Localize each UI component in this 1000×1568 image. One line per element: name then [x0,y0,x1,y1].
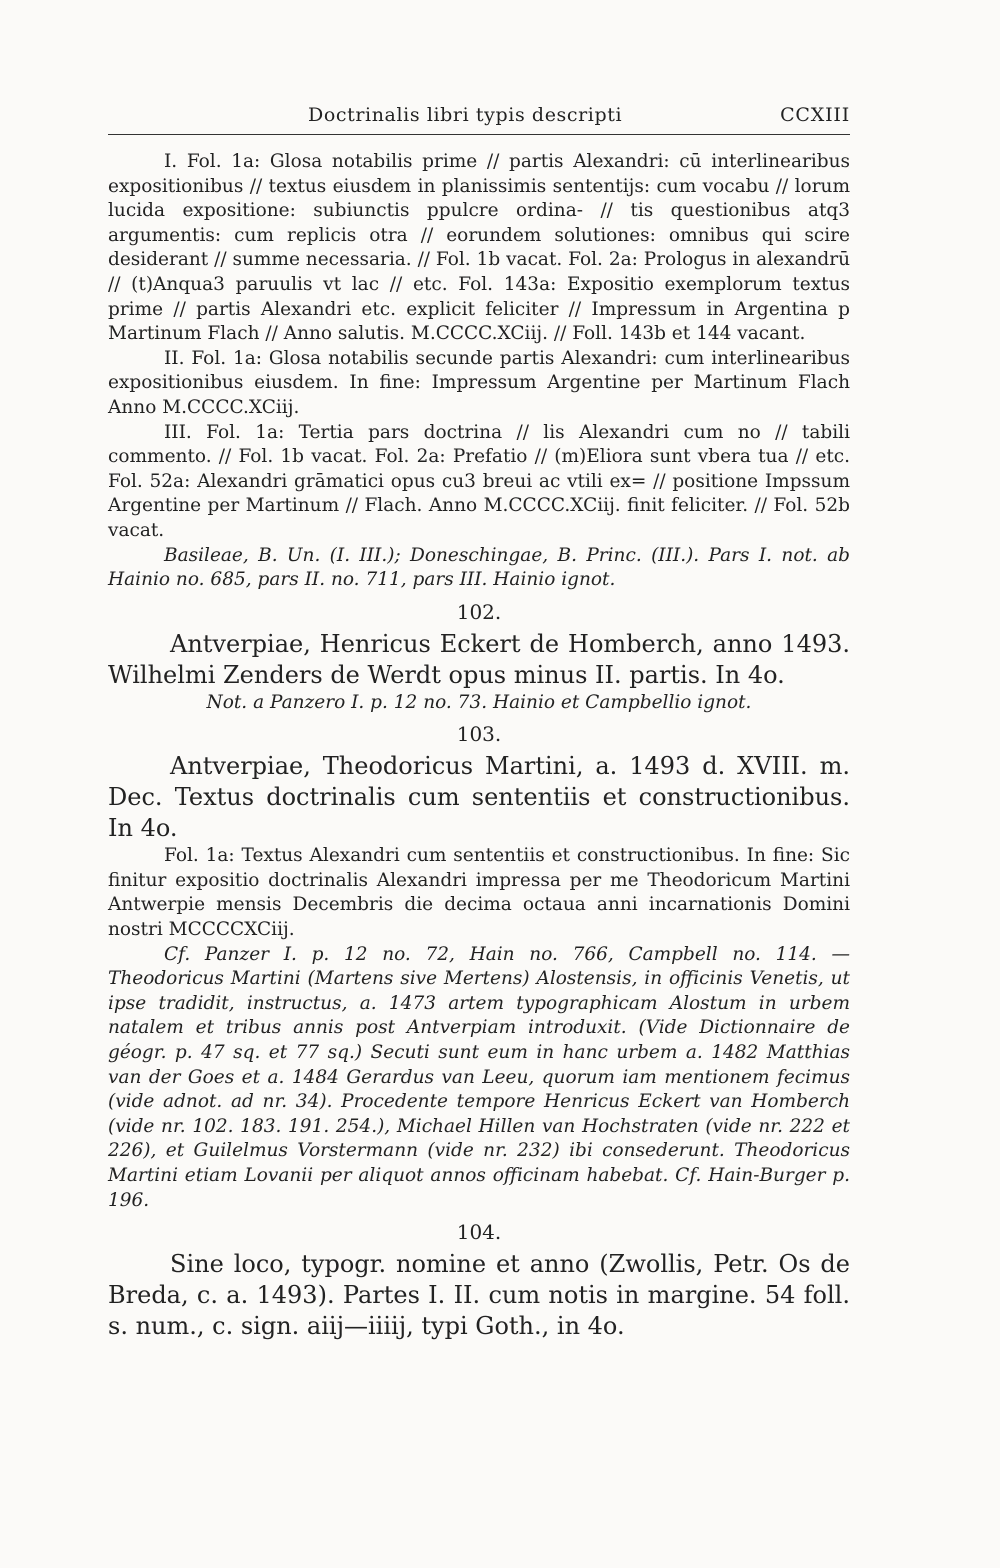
entry-104-number: 104. [456,1220,502,1245]
entry-102-number: 102. [456,599,502,624]
entry-102-title: Antverpiae, Henricus Eckert de Homberch, anno 1493. Wilhelmi Zenders de Werdt opus minus II. partis. In 4o. [108,629,850,689]
entry-101-part-1: I. Fol. 1a: Glosa notabilis prime // partis Alexandri: cū interlinearibus expositionibus // textus eiusdem in planissimis sententijs: cum vocabu // lorum lucida expositione: subiunctis ppulcre ordina- // tis questionibus atq3 argumentis: cum replicis otra // eorundem solutiones: omnibus qui scire desiderant // summe necessaria. // Fol. 1b vacat. Fol. 2a: Prologus in alexandrū // (t)Anqua3 paruulis vt lac // etc. Fol. 143a: Expositio exemplorum textus prime // partis Alexandri etc. explicit feliciter // Impressum in Argentina p Martinum Flach // Anno salutis. M.CCCC.XCiij. // Foll. 143b et 144 vacant. [108,151,850,345]
running-title: Doctrinalis libri typis descripti [308,104,623,126]
entry-101-part-2: II. Fol. 1a: Glosa notabilis secunde partis Alexandri: cum interlinearibus expositionibus eiusdem. In fine: Impressum Argentine per Martinum Flach Anno M.CCCC.XCiij. [108,347,850,418]
entry-104-title: Sine loco, typogr. nomine et anno (Zwollis, Petr. Os de Breda, c. a. 1493). Partes I. II. cum notis in margine. 54 foll. s. num., c. sign. aiij—iiiij, typi Goth., in 4o. [108,1250,850,1341]
page-number: CCXIII [780,104,850,126]
entry-101-part-3: III. Fol. 1a: Tertia pars doctrina // lis Alexandri cum no // tabili commento. // Fol. 1b vacat. Fol. 2a: Prefatio // (m)Eliora sunt vbera tua // etc. Fol. 52a: Alexandri grāmatici opus cu3 breui ac vtili ex= // positione Impssum Argentine per Martinum // Flach. Anno M.CCCC.XCiij. finit feliciter. // Fol. 52b vacat. [108,421,850,541]
running-header [108,104,850,135]
entry-103-body: Fol. 1a: Textus Alexandri cum sententiis et constructionibus. In fine: Sic finitur expositio doctrinalis Alexandri impressa per me Theodoricum Martini Antwerpie mensis Decembris die decima octaua anni incarnationis Domini nostri MCCCCXCiij. [108,845,850,941]
page-body [108,150,850,1342]
entry-103-number: 103. [456,722,502,747]
entry-101-note: Basileae, B. Un. (I. III.); Doneschingae, B. Princ. (III.). Pars I. not. ab Hainio no. 685, pars II. no. 711, pars III. Hainio ignot. [108,544,850,591]
entry-103-title: Antverpiae, Theodoricus Martini, a. 1493 d. XVIII. m. Dec. Textus doctrinalis cum sententiis et constructionibus. In 4o. [108,752,850,843]
entry-103-note: Cf. Panzer I. p. 12 no. 72, Hain no. 766, Campbell no. 114. — Theodoricus Martini (Martens sive Mertens) Alostensis, in officinis Venetis, ut ipse tradidit, instructus, a. 1473 artem typographicam Alostum in urbem natalem et tribus annis post Antverpiam introduxit. (Vide Dictionnaire de géogr. p. 47 sq. et 77 sq.) Secuti sunt eum in hanc urbem a. 1482 Matthias van der Goes et a. 1484 Gerardus van Leeu, quorum iam mentionem fecimus (vide adnot. ad nr. 34). Procedente tempore Henricus Eckert van Homberch (vide nr. 102. 183. 191. 254.), Michael Hillen van Hochstraten (vide nr. 222 et 226), et Guilelmus Vorstermann (vide nr. 232) ibi consederunt. Theodoricus Martini etiam Lovanii per aliquot annos officinam habebat. Cf. Hain-Burger p. 196. [108,943,850,1211]
entry-102-note: Not. a Panzero I. p. 12 no. 73. Hainio et Campbellio ignot. [206,691,752,713]
